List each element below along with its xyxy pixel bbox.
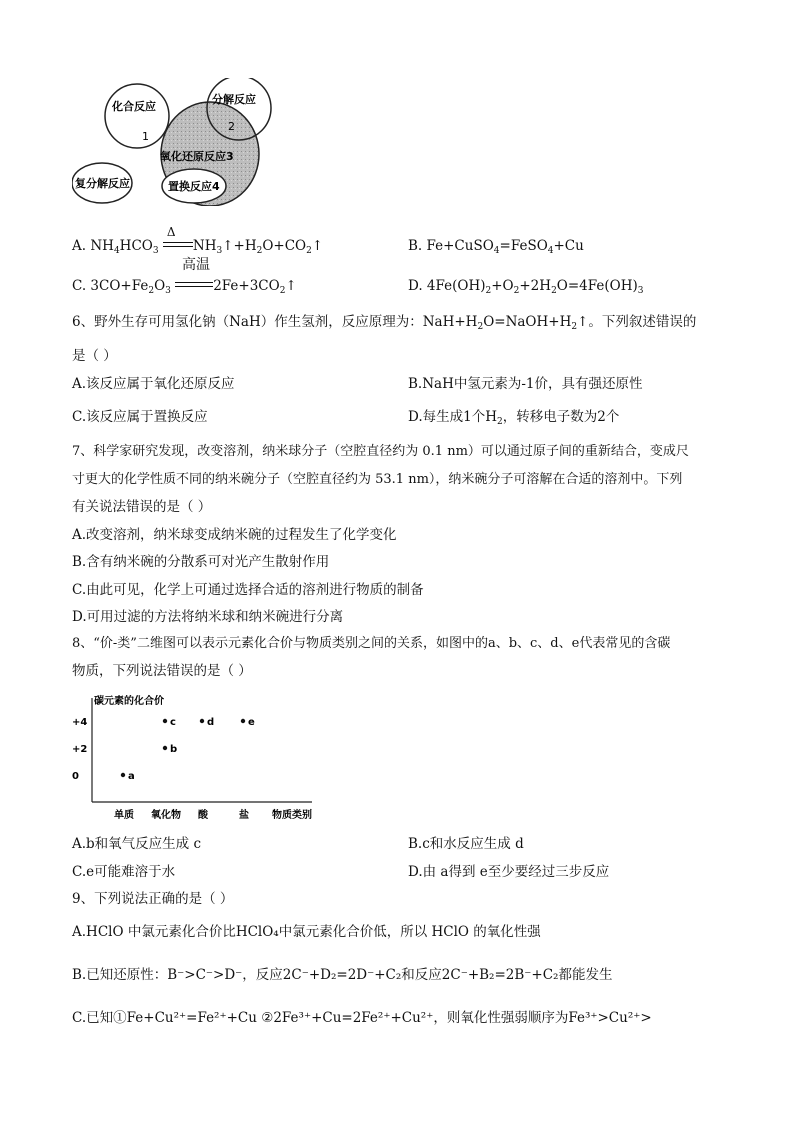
- q9-stem: 9、下列说法正确的是（ ）: [72, 891, 234, 907]
- q6-option-b: B.NaH中氢元素为-1价，具有强还原性: [408, 376, 643, 392]
- chart-ylabel: 碳元素的化合价: [94, 696, 164, 707]
- venn-number-1: 1: [142, 130, 149, 143]
- q8-option-b: B.c和水反应生成 d: [408, 836, 524, 852]
- q5-a-condition-top: Δ: [166, 225, 176, 239]
- chart-category-label: 氧化物: [151, 810, 181, 821]
- q8-option-d: D.由 a得到 e至少要经过三步反应: [408, 864, 610, 880]
- chart-point: [241, 719, 245, 723]
- q7-stem-line3: 有关说法错误的是（ ）: [72, 499, 212, 515]
- valence-class-chart: [72, 690, 322, 825]
- chart-point: [200, 719, 204, 723]
- q6-stem-line1: 6、野外生存可用氢化钠（NaH）作生氢剂，反应原理为：$NaH+H_2O=NaOH+H_2↑$。下列叙述错误的: [72, 314, 697, 332]
- q6-option-d: D.每生成1个$H_2$，转移电子数为2个: [408, 409, 620, 427]
- q5-option-d: D. $4Fe(OH)_2+O_2+2H_2O=4Fe(OH)_3$: [408, 278, 644, 296]
- q8-option-a: A.b和氧气反应生成 c: [72, 836, 202, 852]
- q6-option-c: C.该反应属于置换反应: [72, 409, 208, 425]
- chart-category-label: 单质: [114, 810, 134, 821]
- chart-point-label: e: [248, 717, 255, 728]
- venn-label-combination: 化合反应: [112, 100, 156, 113]
- chart-category-label: 酸: [198, 810, 208, 821]
- q5-option-a: A. $NH_4HCO_3$ Δ $NH_3↑+H_2O+CO_2↑$: [72, 236, 323, 261]
- chart-point: [163, 746, 167, 750]
- venn-label-decomposition: 分解反应: [212, 93, 256, 106]
- chart-xlabel: 物质类别: [272, 810, 312, 821]
- venn-label-double-replacement: 复分解反应: [75, 177, 130, 190]
- venn-label-redox: 氧化还原反应3: [160, 150, 234, 163]
- chart-category-label: 盐: [239, 810, 249, 821]
- chart-point-label: b: [170, 744, 178, 755]
- q9-option-b: B.已知还原性：B⁻>C⁻>D⁻，反应2C⁻+D₂=2D⁻+C₂和反应2C⁻+B₂=2B⁻+C₂都能发生: [72, 967, 613, 983]
- q5-a-condition-bottom: 高温: [182, 257, 210, 273]
- chart-point: [121, 773, 125, 777]
- q7-option-c: C.由此可见，化学上可通过选择合适的溶剂进行物质的制备: [72, 582, 424, 598]
- q8-stem-line1: 8、“价-类”二维图可以表示元素化合价与物质类别之间的关系，如图中的a、b、c、d、e代表常见的含碳: [72, 636, 671, 651]
- q8-stem-line2: 物质，下列说法错误的是（ ）: [72, 663, 252, 679]
- chart-ytick-label: +4: [72, 717, 88, 728]
- reaction-venn-diagram: [72, 78, 277, 206]
- venn-label-replacement: 置换反应4: [168, 180, 220, 193]
- chart-point-label: c: [170, 717, 176, 728]
- q6-stem-line2: 是（ ）: [72, 348, 117, 364]
- q5-option-b: B. Fe+CuSO$_4$=FeSO$_4$+Cu: [408, 238, 584, 256]
- chart-point-label: d: [207, 717, 215, 728]
- venn-number-2: 2: [228, 120, 235, 133]
- q7-stem-line1: 7、科学家研究发现，改变溶剂，纳米球分子（空腔直径约为 0.1 nm）可以通过原子间的重新结合，变成尺: [72, 444, 689, 459]
- q9-option-c: C.已知①Fe+Cu²⁺=Fe²⁺+Cu ②2Fe³⁺+Cu=2Fe²⁺+Cu²⁺，则氧化性强弱顺序为Fe³⁺>Cu²⁺>: [72, 1010, 652, 1026]
- q7-option-d: D.可用过滤的方法将纳米球和纳米碗进行分离: [72, 609, 344, 625]
- chart-point-label: a: [128, 771, 135, 782]
- q7-stem-line2: 寸更大的化学性质不同的纳米碗分子（空腔直径约为 53.1 nm），纳米碗分子可溶解在合适的溶剂中。下列: [72, 472, 683, 487]
- q9-option-a: A.HClO 中氯元素化合价比HClO₄中氯元素化合价低，所以 HClO 的氧化性强: [72, 924, 541, 940]
- q6-option-a: A.该反应属于氧化还原反应: [72, 376, 235, 392]
- q8-option-c: C.e可能难溶于水: [72, 864, 176, 880]
- combination-circle: [105, 84, 169, 148]
- q7-option-b: B.含有纳米碗的分散系可对光产生散射作用: [72, 554, 330, 570]
- q7-option-a: A.改变溶剂，纳米球变成纳米碗的过程发生了化学变化: [72, 527, 397, 543]
- chart-ytick-label: +2: [72, 744, 88, 755]
- q5-option-c: C. $3CO+Fe_2O_3$ $2Fe+3CO_2↑$: [72, 278, 297, 296]
- chart-point: [163, 719, 167, 723]
- chart-ytick-label: 0: [72, 771, 79, 782]
